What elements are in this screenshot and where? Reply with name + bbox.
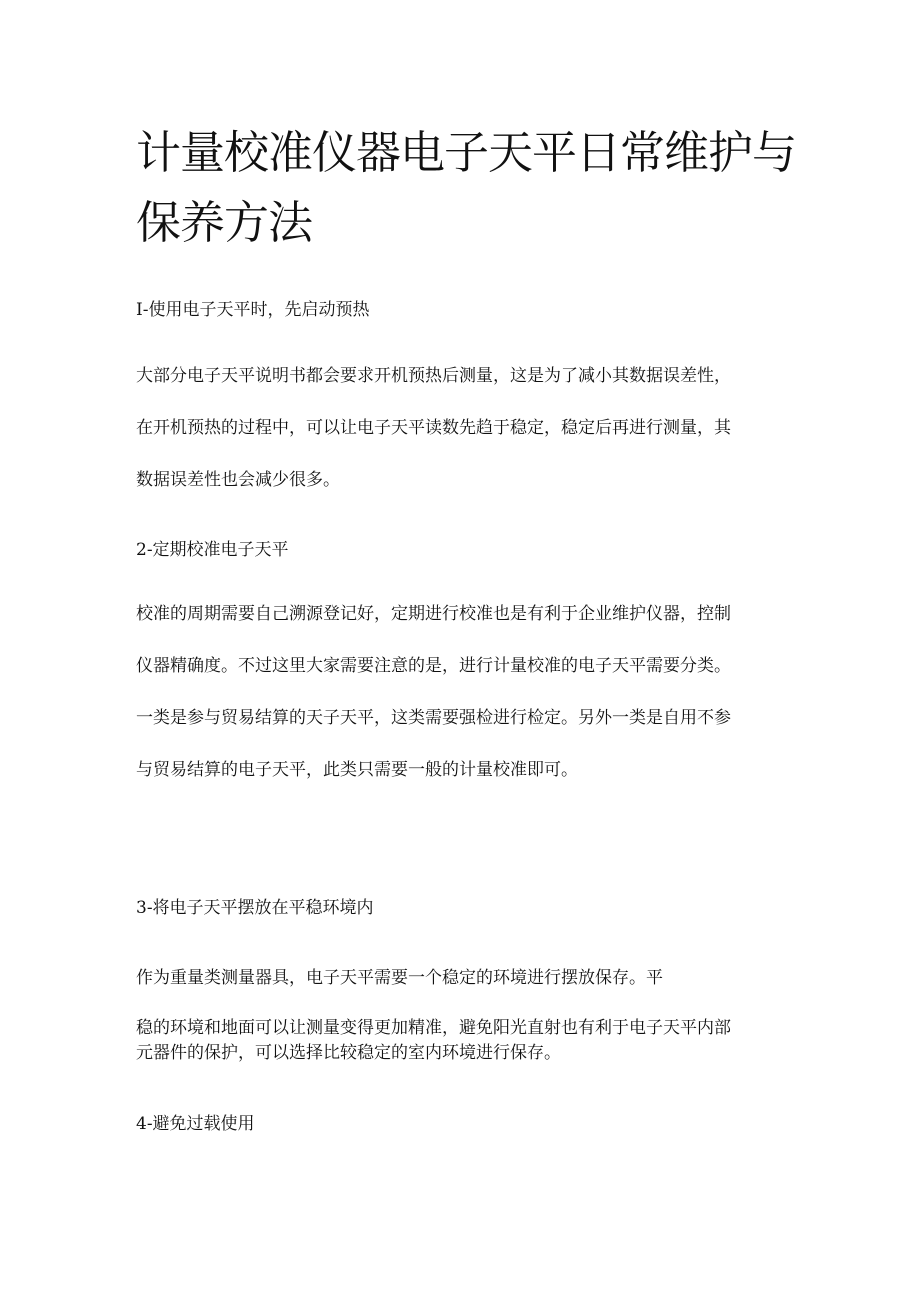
section-1-paragraph	[136, 350, 731, 506]
paragraph-line: 在开机预热的过程中，可以让电子天平读数先趋于稳定，稳定后再进行测量，其	[136, 418, 731, 438]
section-4-heading: 4-避免过载使用	[136, 1114, 255, 1134]
paragraph-line: 稳的环境和地面可以让测量变得更加精准，避免阳光直射也有利于电子天平内部	[136, 1018, 731, 1038]
document-title: 计量校准仪器电子天平日常维护与保养方法	[136, 126, 797, 249]
section-2-paragraph	[136, 588, 731, 796]
section-3-paragraph	[136, 1016, 731, 1066]
section-1-heading: I-使用电子天平时，先启动预热	[136, 300, 370, 320]
paragraph-line: 数据误差性也会减少很多。	[136, 470, 340, 490]
section-3-line-a: 作为重量类测量器具，电子天平需要一个稳定的环境进行摆放保存。平	[136, 968, 663, 988]
paragraph-line: 与贸易结算的电子天平，此类只需要一般的计量校准即可。	[136, 760, 578, 780]
paragraph-line: 仪器精确度。不过这里大家需要注意的是，进行计量校准的电子天平需要分类。	[136, 656, 731, 676]
paragraph-line: 一类是参与贸易结算的天子天平，这类需要强检进行检定。另外一类是自用不参	[136, 708, 731, 728]
paragraph-line: 校准的周期需要自己溯源登记好，定期进行校准也是有利于企业维护仪器，控制	[136, 604, 731, 624]
section-3-heading: 3-将电子天平摆放在平稳环境内	[136, 898, 374, 918]
section-2-heading: 2-定期校准电子天平	[136, 540, 289, 560]
paragraph-line: 大部分电子天平说明书都会要求开机预热后测量，这是为了减小其数据误差性，	[136, 366, 731, 386]
paragraph-line: 元器件的保护，可以选择比较稳定的室内环境进行保存。	[136, 1043, 561, 1063]
